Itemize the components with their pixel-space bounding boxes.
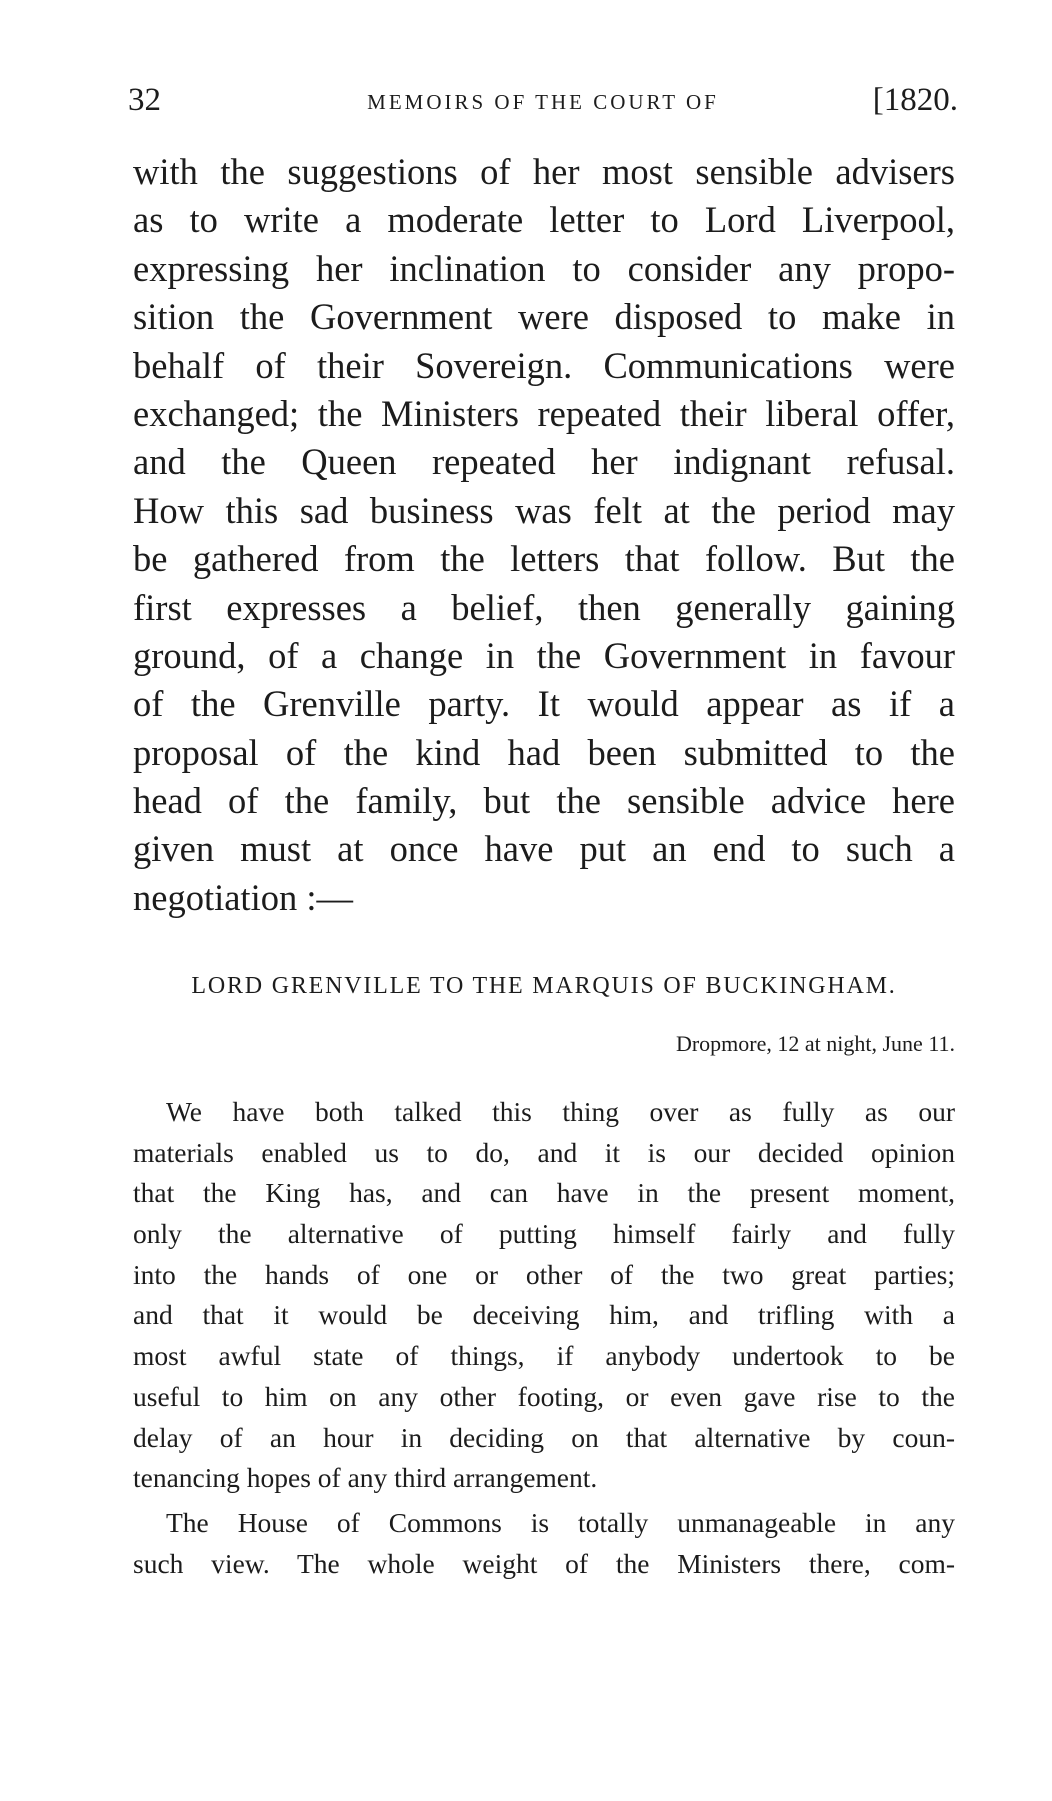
body-line: first expresses a belief, then generally gaining: [133, 586, 955, 628]
body-line: of the Grenville party. It would appear as if a: [133, 683, 955, 725]
page-number: 32: [128, 82, 161, 118]
letter-line: only the alternative of putting himself fairly and fully: [133, 1218, 955, 1250]
body-line: and the Queen repeated her indignant refusal.: [133, 441, 955, 483]
body-line: negotiation :—: [133, 876, 353, 918]
letter-line: and that it would be deceiving him, and trifling with a: [133, 1299, 955, 1331]
body-line: be gathered from the letters that follow. But the: [133, 538, 955, 580]
body-line: given must at once have put an end to such a: [133, 828, 955, 870]
body-line: as to write a moderate letter to Lord Liverpool,: [133, 199, 955, 241]
letter-line: useful to him on any other footing, or even gave rise to the: [133, 1380, 955, 1412]
letter-line: into the hands of one or other of the two great parties;: [133, 1258, 955, 1290]
letter-line: tenancing hopes of any third arrangement.: [133, 1462, 598, 1494]
letter-line: We have both talked this thing over as fully as our: [166, 1096, 955, 1127]
body-line: How this sad business was felt at the period may: [133, 489, 955, 531]
letter-line: materials enabled us to do, and it is our decided opinion: [133, 1136, 955, 1168]
body-line: exchanged; the Ministers repeated their liberal offer,: [133, 392, 955, 434]
header-year: [1820.: [872, 82, 958, 118]
body-line: sition the Government were disposed to make in: [133, 296, 955, 338]
body-line: with the suggestions of her most sensible advisers: [133, 151, 955, 192]
running-header: [128, 80, 958, 120]
letter-body: [133, 1092, 955, 1584]
body-line: ground, of a change in the Government in favour: [133, 634, 955, 676]
running-title: MEMOIRS OF THE COURT OF: [367, 90, 719, 114]
letter-line: The House of Commons is totally unmanageable in any: [166, 1506, 955, 1538]
body-paragraph: [133, 148, 955, 922]
letter-line: that the King has, and can have in the present moment,: [133, 1177, 955, 1209]
letter-line: delay of an hour in deciding on that alternative by coun-: [133, 1421, 955, 1453]
body-line: head of the family, but the sensible advice here: [133, 780, 955, 822]
letter-dateline: Dropmore, 12 at night, June 11.: [675, 1031, 955, 1056]
body-line: expressing her inclination to consider any propo-: [133, 247, 955, 289]
letter-line: most awful state of things, if anybody undertook to be: [133, 1340, 955, 1372]
body-line: behalf of their Sovereign. Communications were: [133, 344, 955, 386]
body-line: proposal of the kind had been submitted to the: [133, 731, 955, 773]
letter-line: such view. The whole weight of the Ministers there, com-: [133, 1547, 955, 1579]
letter-heading: LORD GRENVILLE TO THE MARQUIS OF BUCKINGHAM.: [191, 973, 897, 999]
